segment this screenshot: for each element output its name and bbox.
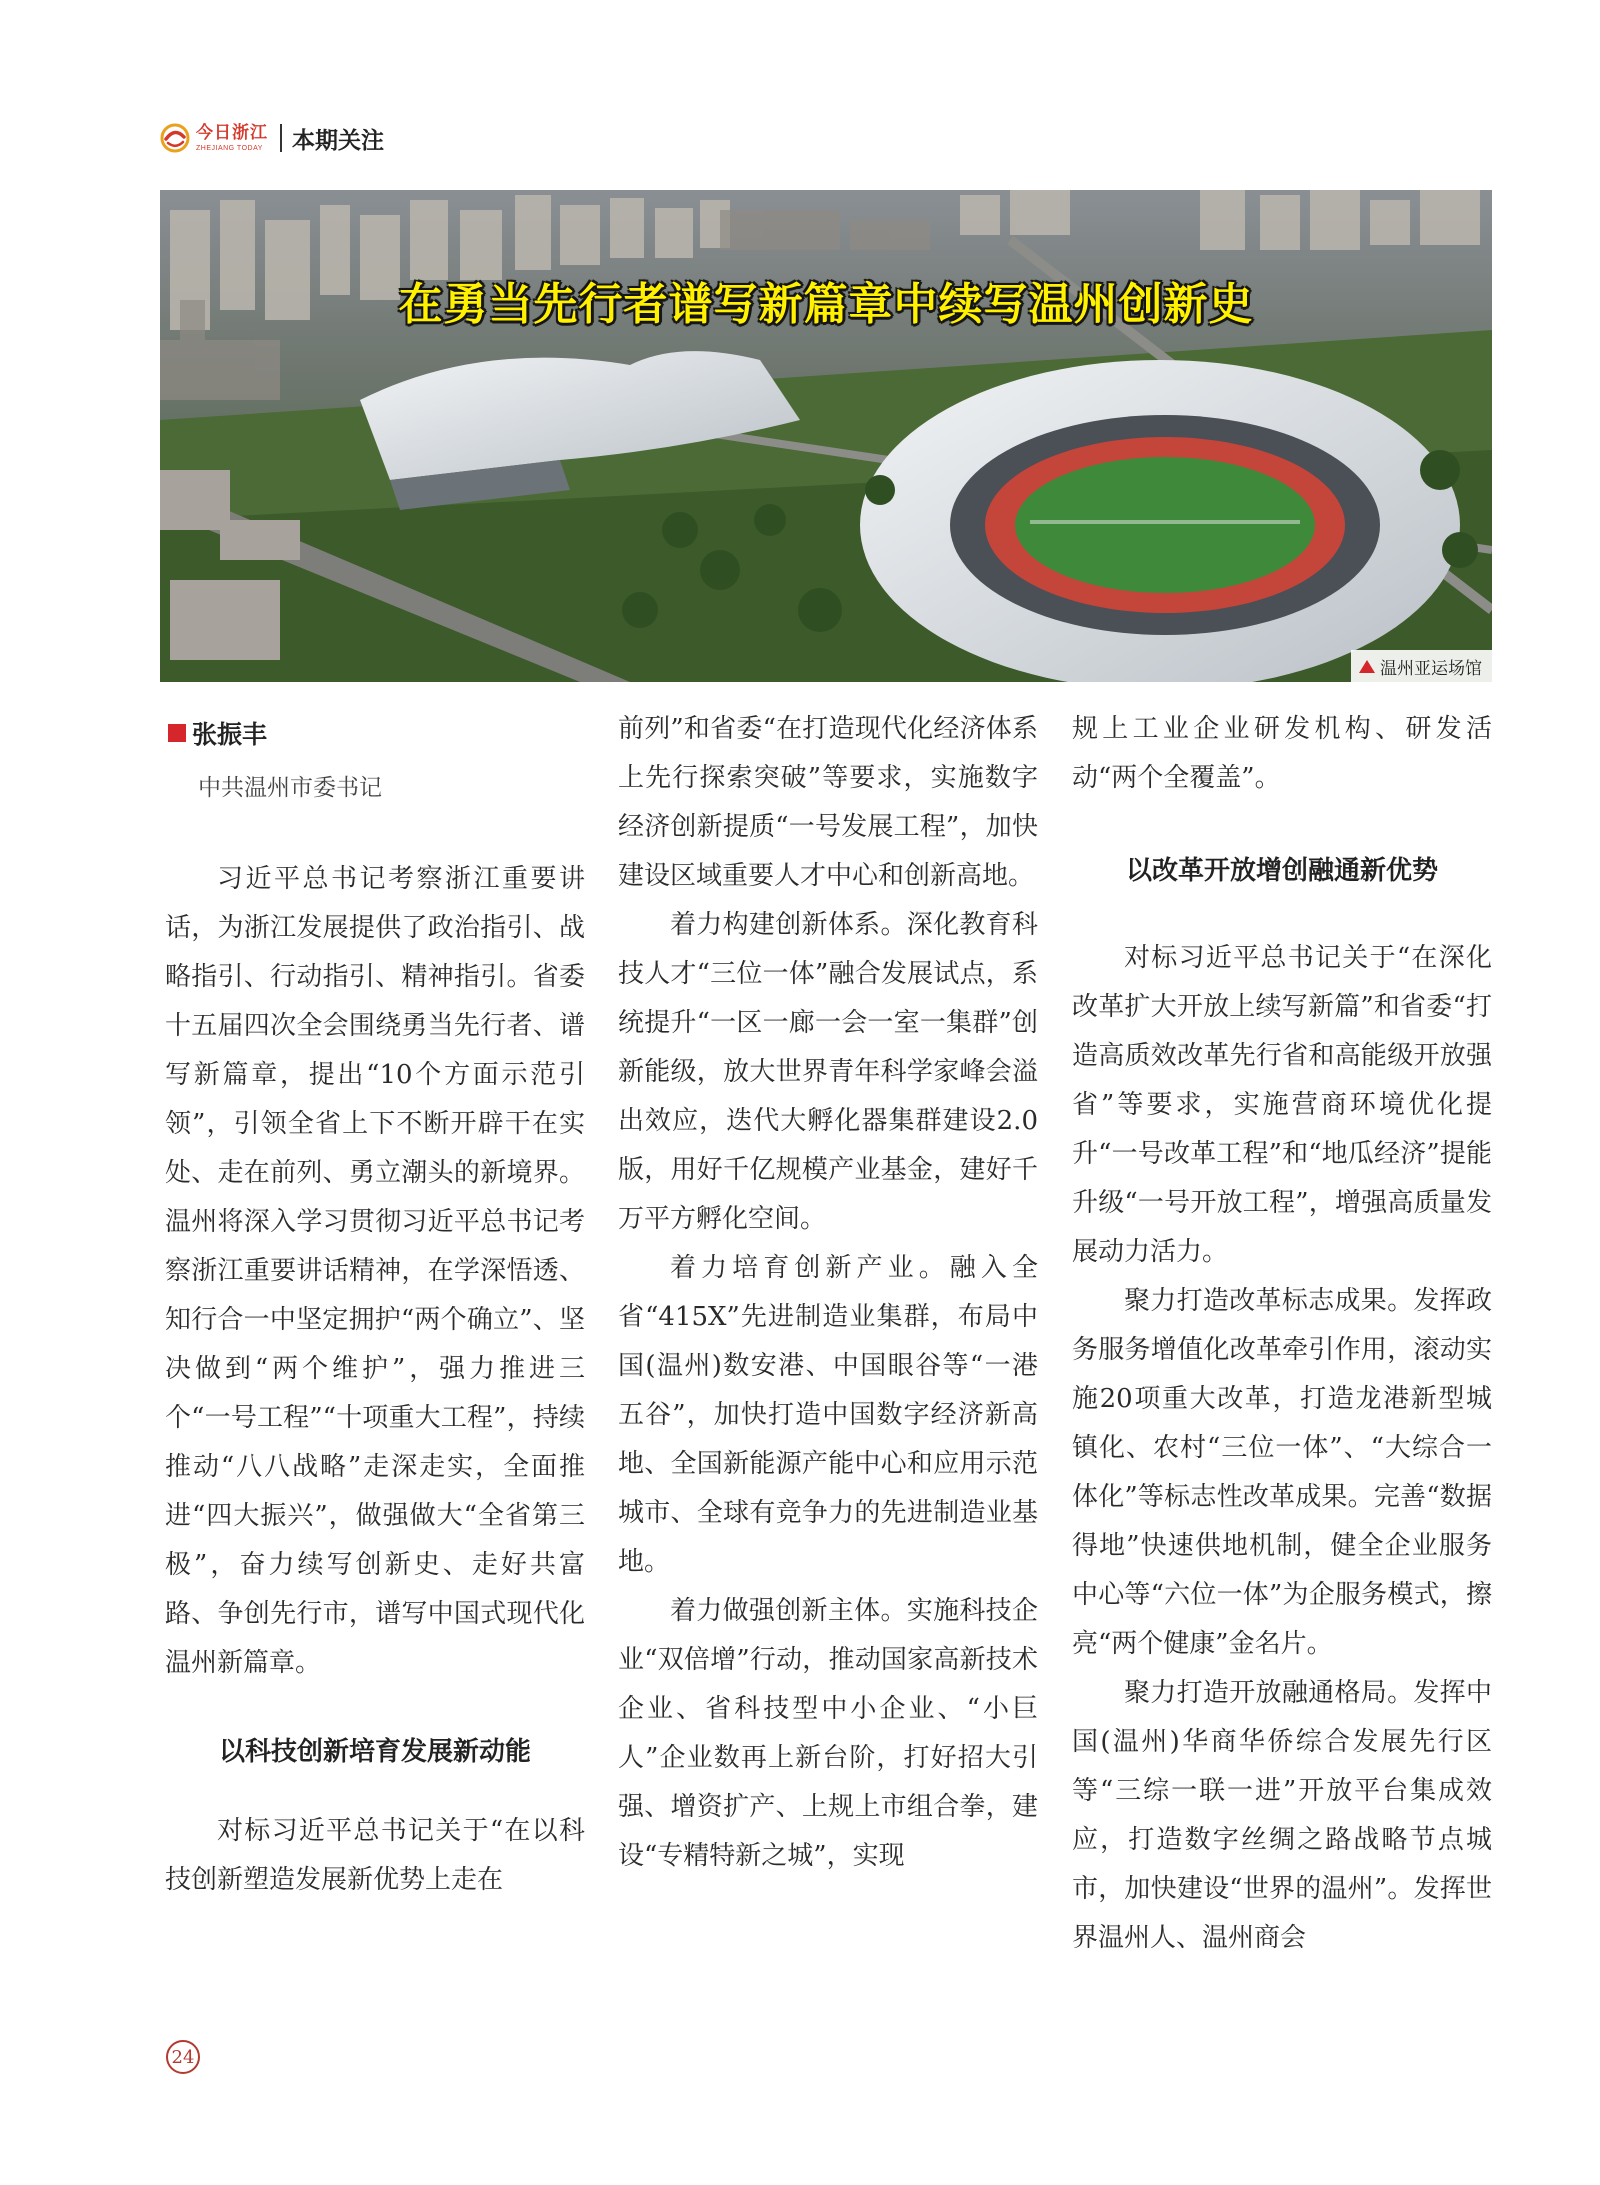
author-name-text: 张振丰 bbox=[192, 720, 268, 749]
section-label: 本期关注 bbox=[292, 127, 384, 154]
red-square-icon bbox=[168, 724, 186, 742]
logo-swirl-icon bbox=[160, 123, 190, 153]
article-column-3 bbox=[1072, 705, 1492, 1963]
page-number: 24 bbox=[166, 2040, 200, 2074]
science-paragraph-start: 对标习近平总书记关于“在以科技创新塑造发展新优势上走在 bbox=[165, 1816, 585, 1895]
intro-paragraph: 习近平总书记考察浙江重要讲话，为浙江发展提供了政治指引、战略指引、行动指引、精神指引。省委十五届四次全会围绕勇当先行者、谱写新篇章，提出“10个方面示范引领”，引领全省上下不断开辟干在实处、走在前列、勇立潮头的新境界。温州将深入学习贯彻习近平总书记考察浙江重要讲话精神，在学深悟透、知行合一中坚定拥护“两个确立”、坚决做到“两个维护”，强力推进三个“一号工程”“十项重大工程”，持续推动“八八战略”走深走实，全面推进“四大振兴”，做强做大“全省第三极”，奋力续写创新史、走好共富路、争创先行市，谱写中国式现代化温州新篇章。 bbox=[165, 864, 585, 1678]
photo-caption bbox=[1351, 650, 1492, 682]
caption-triangle-icon bbox=[1359, 660, 1375, 673]
article-column-2 bbox=[618, 705, 1038, 1881]
article-column-1 bbox=[165, 855, 585, 1905]
caption-text: 温州亚运场馆 bbox=[1380, 658, 1482, 679]
magazine-logo bbox=[160, 123, 268, 153]
science-paragraph-cont: 前列”和省委“在打造现代化经济体系上先行探索突破”等要求，实施数字经济创新提质“一号发展工程”，加快建设区域重要人才中心和创新高地。 bbox=[618, 714, 1038, 891]
logo-chinese-text: 今日浙江 bbox=[196, 122, 268, 143]
innovation-subject-cont: 规上工业企业研发机构、研发活动“两个全覆盖”。 bbox=[1072, 714, 1492, 793]
stadium-aerial-image bbox=[160, 190, 1492, 682]
hero-title: 在勇当先行者谱写新篇章中续写温州创新史 bbox=[398, 279, 1254, 330]
heading-science-innovation: 以科技创新培育发展新动能 bbox=[218, 1737, 531, 1767]
author-block bbox=[168, 715, 382, 802]
reform-result-paragraph: 聚力打造改革标志成果。发挥政务服务增值化改革牵引作用，滚动实施20项重大改革，打造龙港新型城镇化、农村“三位一体”、“大综合一体化”等标志性改革成果。完善“数据得地”快速供地机制，健全企业服务中心等“六位一体”为企服务模式，擦亮“两个健康”金名片。 bbox=[1072, 1286, 1492, 1659]
innovation-industry-paragraph: 着力培育创新产业。融入全省“415X”先进制造业集群，布局中国(温州)数安港、中国眼谷等“一港五谷”，加快打造中国数字经济新高地、全国新能源产能中心和应用示范城市、全球有竞争力的先进制造业基地。 bbox=[618, 1253, 1038, 1577]
page-header bbox=[160, 118, 384, 158]
hero-photo bbox=[160, 190, 1492, 682]
header-divider bbox=[280, 124, 282, 152]
logo-english-text: ZHEJIANG TODAY bbox=[196, 144, 263, 152]
heading-reform-opening: 以改革开放增创融通新优势 bbox=[1125, 856, 1438, 886]
reform-paragraph: 对标习近平总书记关于“在深化改革扩大开放上续写新篇”和省委“打造高质效改革先行省和高能级开放强省”等要求，实施营商环境优化提升“一号改革工程”和“地瓜经济”提能升级“一号开放工程”，增强高质量发展动力活力。 bbox=[1072, 943, 1492, 1267]
opening-paragraph: 聚力打造开放融通格局。发挥中国(温州)华商华侨综合发展先行区等“三综一联一进”开放平台集成效应，打造数字丝绸之路战略节点城市，加快建设“世界的温州”。发挥世界温州人、温州商会 bbox=[1072, 1678, 1492, 1953]
author-title: 中共温州市委书记 bbox=[198, 775, 382, 801]
innovation-subject-paragraph: 着力做强创新主体。实施科技企业“双倍增”行动，推动国家高新技术企业、省科技型中小企业、“小巨人”企业数再上新台阶，打好招大引强、增资扩产、上规上市组合拳，建设“专精特新之城”，实现 bbox=[618, 1596, 1038, 1871]
author-name bbox=[168, 715, 382, 751]
innovation-system-paragraph: 着力构建创新体系。深化教育科技人才“三位一体”融合发展试点，系统提升“一区一廊一会一室一集群”创新能级，放大世界青年科学家峰会溢出效应，迭代大孵化器集群建设2.0版，用好千亿规模产业基金，建好千万平方孵化空间。 bbox=[618, 910, 1038, 1234]
